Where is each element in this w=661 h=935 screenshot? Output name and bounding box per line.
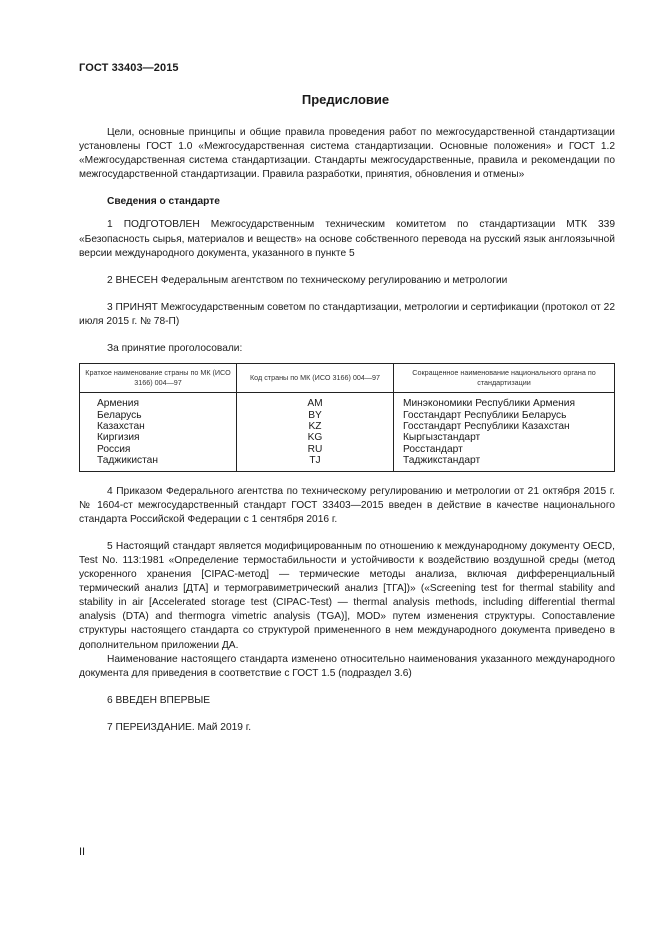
voting-table-header-row xyxy=(80,364,615,393)
table-row xyxy=(80,410,615,421)
document-code-header: ГОСТ 33403—2015 xyxy=(79,62,179,74)
vote-lead-paragraph: За принятие проголосовали: xyxy=(107,343,243,355)
country-code-cell: AM xyxy=(237,393,394,410)
country-code-cell: TJ xyxy=(237,455,394,471)
item-7-paragraph: 7 ПЕРЕИЗДАНИЕ. Май 2019 г. xyxy=(107,721,252,733)
item-1-paragraph: 1 ПОДГОТОВЛЕН Межгосударственным техническим комитетом по стандартизации МТК 339 «Безопасность сырья, материалов и веществ» на основе собственного перевода на русский язык англоязычной версии международного документа, указанного в пункте 5 xyxy=(79,219,615,259)
national-body-cell: Госстандарт Республики Беларусь xyxy=(394,410,615,421)
item-4-paragraph: 4 Приказом Федерального агентства по техническому регулированию и метрологии от 21 октября 2015 г. № 1604-ст межгосударственный стандарт ГОСТ 33403—2015 введен в действие в качестве национального стандарта Российской Федерации с 1 сентября 2016 г. xyxy=(79,485,615,525)
national-body-cell: Таджикстандарт xyxy=(394,455,615,471)
table-row xyxy=(80,444,615,455)
page-title: Предисловие xyxy=(301,92,390,107)
national-body-cell: Госстандарт Республики Казахстан xyxy=(394,421,615,432)
table-row xyxy=(80,432,615,443)
item-5-paragraph: 5 Настоящий стандарт является модифицированным по отношению к международному документу OECD, Test No. 113:1981 «Определение термостабильности и устойчивости к воздействию воздушной среды (метод ускоренного хранения [CIPAC-метод] — термические методы анализа, включая дифференциальный термический анализ [ДТА] и термогравиметрический анализ [ТГА])» («Screening test for thermal stability and stability in air [Accelerated storage test (CIPAC-Test) — thermal analysis methods, including differential thermal analysis (DTA) and thermogra vimetric analysis (TGA)], MOD» путем изменения структуры. Сопоставление структуры настоящего стандарта со структурой примененного в нем международного документа приведено в дополнительном приложении ДА. xyxy=(79,540,615,651)
country-code-cell: BY xyxy=(237,410,394,421)
national-body-cell: Росстандарт xyxy=(394,444,615,455)
column-header-country: Краткое наименование страны по МК (ИСО 3166) 004—97 xyxy=(80,364,237,393)
country-code-cell: KG xyxy=(237,432,394,443)
country-cell: Казахстан xyxy=(80,421,237,432)
item-2-paragraph: 2 ВНЕСЕН Федеральным агентством по техническому регулированию и метрологии xyxy=(107,274,508,286)
table-row xyxy=(80,421,615,432)
section-heading: Сведения о стандарте xyxy=(107,196,220,208)
country-cell: Россия xyxy=(80,444,237,455)
voting-table xyxy=(79,363,615,471)
country-cell: Киргизия xyxy=(80,432,237,443)
table-row xyxy=(80,455,615,471)
table-row xyxy=(80,393,615,410)
document-body xyxy=(79,126,615,735)
national-body-cell: Кыргызстандарт xyxy=(394,432,615,443)
intro-paragraph: Цели, основные принципы и общие правила проведения работ по межгосударственной стандартизации установлены ГОСТ 1.0 «Межгосударственная система стандартизации. Основные положения» и ГОСТ 1.2 «Межгосударственная система стандартизации. Стандарты межгосударственные, правила и рекомендации по межгосударственной стандартизации. Правила разработки, принятия, обновления и отмены» xyxy=(79,127,615,181)
country-cell: Таджикистан xyxy=(80,455,237,471)
item-3-paragraph: 3 ПРИНЯТ Межгосударственным советом по стандартизации, метрологии и сертификации (протокол от 22 июля 2015 г. № 78-П) xyxy=(79,301,615,327)
column-header-national-body: Сокращенное наименование национального органа по стандартизации xyxy=(394,364,615,393)
item-5-extra-paragraph: Наименование настоящего стандарта изменено относительно наименования указанного международного документа для приведения в соответствие с ГОСТ 1.5 (подраздел 3.6) xyxy=(79,653,615,679)
national-body-cell: Минэкономики Республики Армения xyxy=(394,393,615,410)
country-cell: Беларусь xyxy=(80,410,237,421)
item-6-paragraph: 6 ВВЕДЕН ВПЕРВЫЕ xyxy=(107,694,211,706)
column-header-code: Код страны по МК (ИСО 3166) 004—97 xyxy=(237,364,394,393)
country-code-cell: RU xyxy=(237,444,394,455)
page-number: II xyxy=(79,846,86,858)
country-code-cell: KZ xyxy=(237,421,394,432)
country-cell: Армения xyxy=(80,393,237,410)
